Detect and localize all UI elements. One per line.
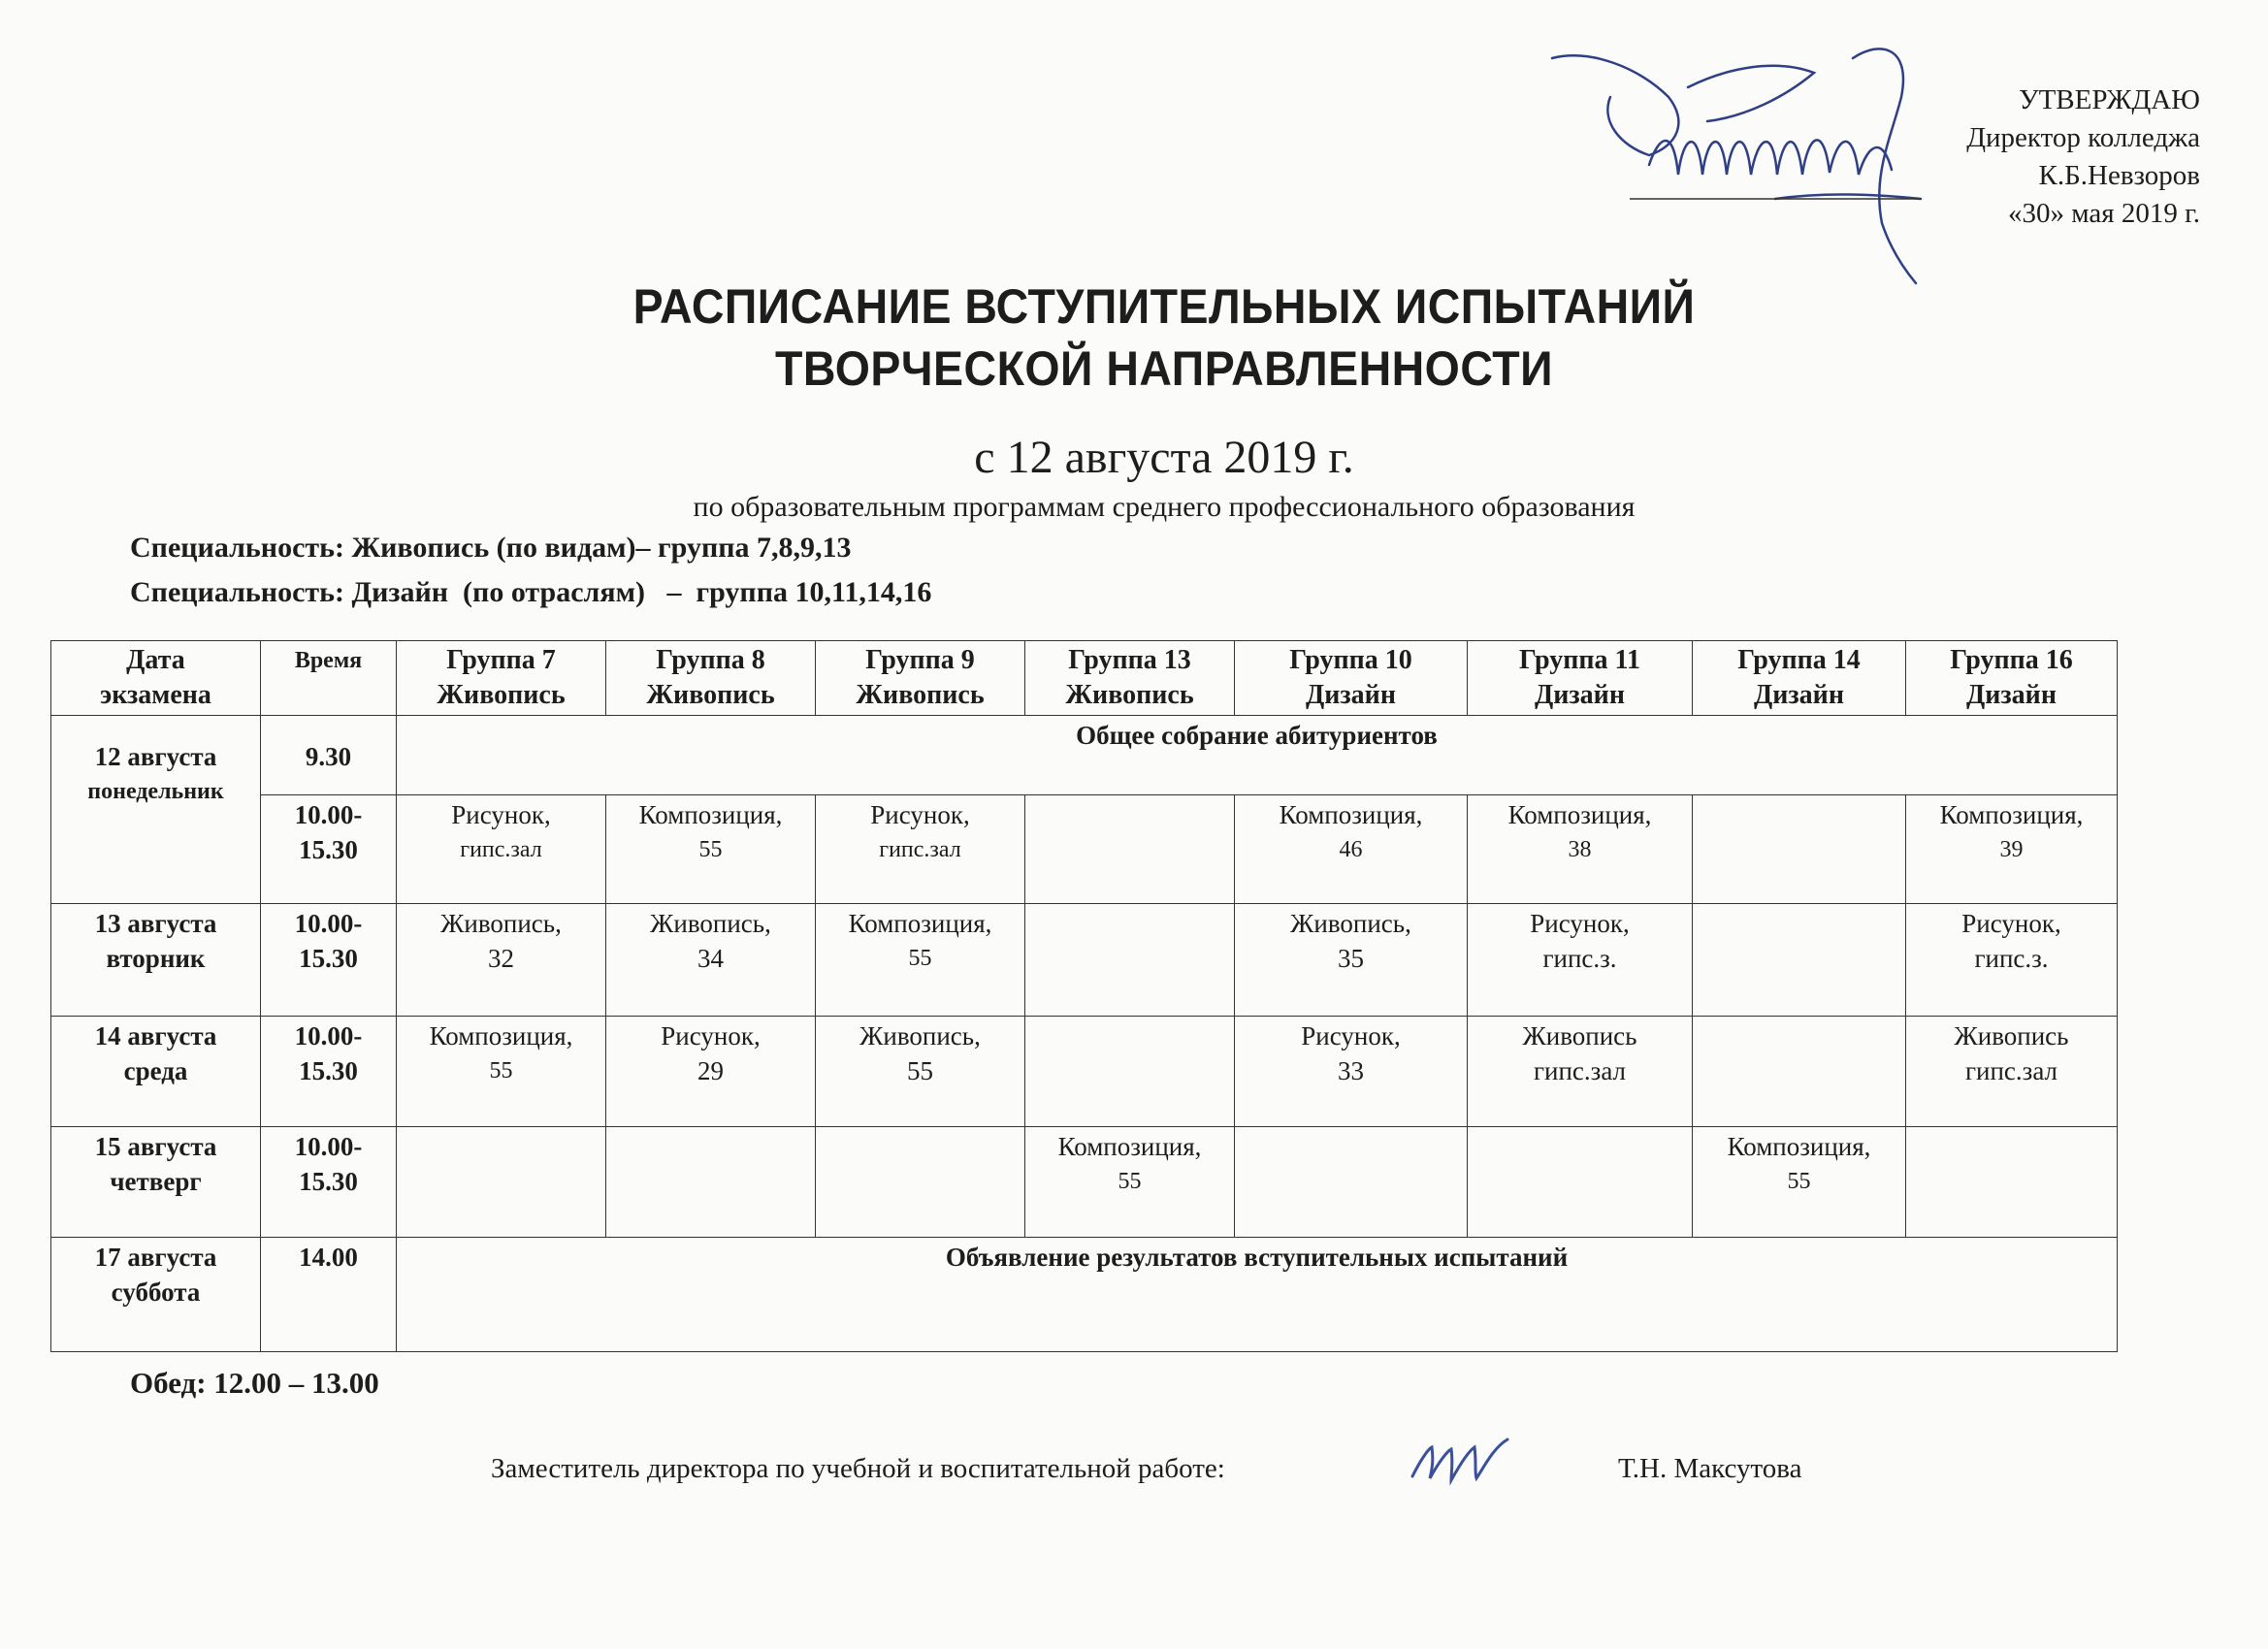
header-cell: Группа 14 Дизайн	[1693, 641, 1906, 716]
exam-cell	[397, 1127, 606, 1238]
deputy-name: Т.Н. Максутова	[1618, 1453, 1802, 1484]
time-cell: 10.00- 15.30	[261, 904, 397, 1017]
table-row	[51, 716, 2118, 795]
title-line-1: РАСПИСАНИЕ ВСТУПИТЕЛЬНЫХ ИСПЫТАНИЙ	[632, 279, 1696, 334]
header-cell: Группа 10 Дизайн	[1235, 641, 1468, 716]
header-cell: Дата экзамена	[51, 641, 261, 716]
header-cell: Группа 8 Живопись	[606, 641, 816, 716]
exam-cell: Живопись, 35	[1235, 904, 1468, 1017]
date-cell: 12 августа понедельник	[51, 716, 261, 904]
document-title	[81, 275, 2247, 400]
deputy-signature	[1407, 1428, 1513, 1496]
time-cell: 10.00- 15.30	[261, 1127, 397, 1238]
program-description: по образовательным программам среднего профессионального образования	[693, 491, 1636, 523]
table-row	[51, 1127, 2118, 1238]
specialty-painting: Специальность: Живопись (по видам)– группа 7,8,9,13	[130, 532, 852, 564]
table-row	[51, 795, 2118, 904]
start-date: с 12 августа 2019 г.	[974, 432, 1354, 483]
time-cell: 14.00	[261, 1238, 397, 1352]
header-cell: Группа 13 Живопись	[1025, 641, 1235, 716]
exam-cell	[1025, 904, 1235, 1017]
exam-cell	[1025, 795, 1235, 904]
date-cell: 13 августа вторник	[51, 904, 261, 1017]
header-row	[51, 641, 2118, 716]
exam-cell: Живопись, 32	[397, 904, 606, 1017]
time-cell: 10.00- 15.30	[261, 1017, 397, 1127]
deputy-position: Заместитель директора по учебной и воспитательной работе:	[491, 1453, 1225, 1484]
exam-cell: Композиция, 46	[1235, 795, 1468, 904]
time-cell: 9.30	[261, 716, 397, 795]
time-cell: 10.00- 15.30	[261, 795, 397, 904]
exam-cell	[606, 1127, 816, 1238]
exam-cell	[1693, 1017, 1906, 1127]
header-cell: Группа 9 Живопись	[816, 641, 1025, 716]
exam-cell	[1468, 1127, 1693, 1238]
exam-cell: Композиция, 55	[1693, 1127, 1906, 1238]
date-cell: 14 августа среда	[51, 1017, 261, 1127]
approval-stamp	[1966, 81, 2200, 233]
exam-cell: Композиция, 38	[1468, 795, 1693, 904]
exam-cell: Композиция, 39	[1906, 795, 2118, 904]
exam-cell: Композиция, 55	[816, 904, 1025, 1017]
approval-position: Директор колледжа	[1966, 122, 2200, 153]
general-assembly-cell: Общее собрание абитуриентов	[397, 716, 2118, 795]
exam-cell: Композиция, 55	[606, 795, 816, 904]
date-cell: 17 августа суббота	[51, 1238, 261, 1352]
exam-cell: Живопись гипс.зал	[1906, 1017, 2118, 1127]
schedule-table	[50, 640, 2118, 1352]
exam-cell	[816, 1127, 1025, 1238]
exam-cell	[1025, 1017, 1235, 1127]
approval-title: УТВЕРЖДАЮ	[2019, 84, 2200, 115]
table-row	[51, 1238, 2118, 1352]
exam-cell: Рисунок, гипс.з.	[1468, 904, 1693, 1017]
date-cell: 15 августа четверг	[51, 1127, 261, 1238]
lunch-note: Обед: 12.00 – 13.00	[130, 1366, 379, 1400]
table-row	[51, 1017, 2118, 1127]
results-announcement-cell: Объявление результатов вступительных испытаний	[397, 1238, 2118, 1352]
exam-cell	[1906, 1127, 2118, 1238]
header-cell: Группа 16 Дизайн	[1906, 641, 2118, 716]
exam-cell: Композиция, 55	[1025, 1127, 1235, 1238]
exam-cell: Композиция, 55	[397, 1017, 606, 1127]
exam-cell	[1693, 795, 1906, 904]
exam-cell	[1693, 904, 1906, 1017]
table-row	[51, 904, 2118, 1017]
exam-cell: Живопись, 34	[606, 904, 816, 1017]
specialty-design: Специальность: Дизайн (по отраслям) – группа 10,11,14,16	[130, 576, 932, 608]
exam-cell: Рисунок, гипс.з.	[1906, 904, 2118, 1017]
header-cell: Время	[261, 641, 397, 716]
exam-cell: Рисунок, гипс.зал	[816, 795, 1025, 904]
header-cell: Группа 11 Дизайн	[1468, 641, 1693, 716]
exam-cell: Живопись, 55	[816, 1017, 1025, 1127]
header-cell: Группа 7 Живопись	[397, 641, 606, 716]
exam-cell: Рисунок, 29	[606, 1017, 816, 1127]
exam-cell: Рисунок, гипс.зал	[397, 795, 606, 904]
exam-cell: Живопись гипс.зал	[1468, 1017, 1693, 1127]
exam-cell: Рисунок, 33	[1235, 1017, 1468, 1127]
title-line-2: ТВОРЧЕСКОЙ НАПРАВЛЕННОСТИ	[775, 341, 1553, 396]
exam-cell	[1235, 1127, 1468, 1238]
approval-name: К.Б.Невзоров	[2038, 160, 2200, 191]
approval-date: «30» мая 2019 г.	[2008, 198, 2200, 229]
